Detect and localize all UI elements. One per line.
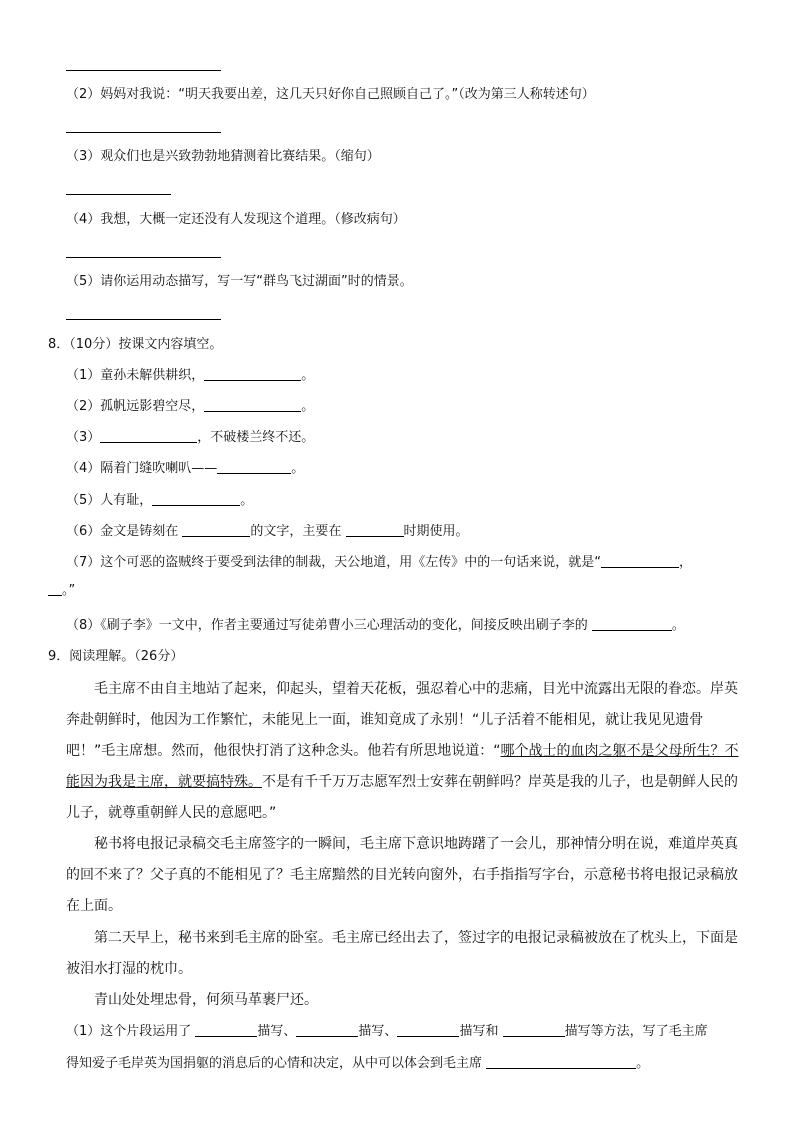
q8-blank-5[interactable]	[152, 492, 240, 506]
passage-p1-start: 毛主席不由自主地站了起来，仰起头，望着天花板，强忍着心中的悲痛，目光中流露出无限的眷恋。岸英奔赴朝鲜时，他因为工作繁忙，未能见上一面，谁知竟成了永别！“儿子活着不能相见，就让我见见遗骨吧！”毛主席想。然而，他很快打消了这种念头。他若有所思地说道：“	[66, 681, 738, 759]
q8-item-4	[66, 460, 304, 478]
q8-item-8	[66, 617, 685, 635]
q8-item-3-text: （3）	[66, 430, 101, 445]
q9-sub-1-text: （1）这个片段运用了	[66, 1024, 196, 1039]
q7-item-5: （5）请你运用动态描写，写一写“群鸟飞过湖面”时的情景。	[66, 274, 413, 289]
passage-underlined-quote: 哪个战士的血肉之躯不是父母所生？不能因为我是主席，就要搞特殊。	[66, 743, 739, 790]
answer-line-5[interactable]	[66, 319, 221, 320]
q9-sub-1	[66, 1023, 708, 1041]
q8-blank-4[interactable]	[217, 460, 291, 474]
q8-item-1	[66, 367, 314, 385]
q8-blank-7b[interactable]	[48, 582, 62, 596]
q9-sub-1-t3: 描写、	[358, 1024, 398, 1039]
q8-blank-6a[interactable]	[182, 523, 250, 537]
q8-item-4-end: 。	[291, 461, 305, 476]
q9-blank-3[interactable]	[397, 1023, 459, 1037]
q8-item-3-end: ，不破楼兰终不还。	[197, 430, 315, 445]
q8-blank-8[interactable]	[592, 617, 672, 631]
q8-item-6-end: 时期使用。	[403, 524, 469, 539]
passage-paragraph-3: 第二天早上，秘书来到毛主席的卧室。毛主席已经出去了，签过字的电报记录稿被放在了枕头上，下面是被泪水打湿的枕巾。	[66, 930, 738, 977]
q9-heading: 9．阅读理解。（26分）	[48, 649, 184, 664]
q8-item-2-text: （2）孤帆远影碧空尽，	[66, 399, 205, 414]
q9-blank-1[interactable]	[195, 1023, 257, 1037]
q9-sub-1-t6: 得知爱子毛岸英为国捐躯的消息后的心情和决定，从中可以体会到毛主席	[66, 1056, 487, 1071]
answer-line-4[interactable]	[66, 257, 221, 258]
q8-blank-6b[interactable]	[346, 523, 404, 537]
answer-line-2[interactable]	[66, 132, 221, 133]
q8-item-5-text: （5）人有耻，	[66, 493, 153, 508]
q8-item-6	[66, 523, 469, 541]
q8-item-5-end: 。	[240, 493, 254, 508]
q8-item-7-text: （7）这个可恶的盗贼终于要受到法律的制裁，天公地道，用《左传》中的一句话来说，就是“	[66, 555, 602, 570]
q8-item-7	[66, 554, 692, 572]
q9-sub-1-t4: 描写和	[459, 1024, 503, 1039]
q7-item-2: （2）妈妈对我说：“明天我要出差，这几天只好你自己照顾自己了。”（改为第三人称转述句）	[66, 87, 595, 102]
q8-blank-7a[interactable]	[601, 554, 679, 568]
passage-paragraph-4: 青山处处埋忠骨，何须马革裹尸还。	[94, 992, 318, 1008]
q8-heading: 8．（10分）按课文内容填空。	[48, 337, 223, 352]
q9-sub-1-t2: 描写、	[257, 1024, 297, 1039]
q8-item-5	[66, 492, 253, 510]
q8-blank-2[interactable]	[204, 398, 301, 412]
q9-sub-1-end: 。	[636, 1056, 650, 1071]
q7-item-3: （3）观众们也是兴致勃勃地猜测着比赛结果。（缩句）	[66, 149, 380, 164]
q8-item-7-cont	[48, 582, 75, 600]
q7-item-4: （4）我想，大概一定还没有人发现这个道理。（修改病句）	[66, 212, 406, 227]
q9-blank-4[interactable]	[503, 1023, 565, 1037]
q8-item-6-mid: 的文字，主要在	[250, 524, 346, 539]
q8-item-1-end: 。	[301, 368, 315, 383]
q8-item-1-text: （1）童孙未解供耕织，	[66, 368, 205, 383]
q8-item-8-text: （8）《刷子李》一文中，作者主要通过写徒弟曹小三心理活动的变化，间接反映出刷子李的	[66, 618, 592, 633]
q9-blank-5[interactable]	[486, 1055, 636, 1069]
passage-paragraph-2: 秘书将电报记录稿交毛主席签字的一瞬间，毛主席下意识地踌躇了一会儿，那神情分明在说，难道岸英真的回不来了？父子真的不能相见了？毛主席黯然的目光转向窗外，右手指指写字台，示意秘书将电报记录稿放在上面。	[66, 836, 738, 914]
q8-item-7-mid: ，	[679, 555, 693, 570]
q9-sub-1-cont	[66, 1055, 649, 1073]
q8-item-7-end: 。”	[62, 583, 76, 598]
q8-blank-1[interactable]	[204, 367, 301, 381]
passage-p1-end: 不是有千千万万志愿军烈士安葬在朝鲜吗？岸英是我的儿子，也是朝鲜人民的儿子，就尊重朝鲜人民的意愿吧。”	[66, 774, 738, 821]
q8-item-2-end: 。	[301, 399, 315, 414]
q9-sub-1-t5: 描写等方法，写了毛主席	[564, 1024, 708, 1039]
q8-blank-3[interactable]	[100, 429, 197, 443]
q8-item-4-text: （4）隔着门缝吹喇叭——	[66, 461, 218, 476]
q8-item-6-text: （6）金文是铸刻在	[66, 524, 183, 539]
q8-item-8-end: 。	[671, 618, 685, 633]
passage-paragraph-1	[66, 674, 746, 829]
q9-blank-2[interactable]	[296, 1023, 358, 1037]
q8-item-3	[66, 429, 314, 447]
q8-item-2	[66, 398, 314, 416]
answer-line-3[interactable]	[66, 194, 171, 195]
answer-line-1[interactable]	[66, 70, 221, 71]
